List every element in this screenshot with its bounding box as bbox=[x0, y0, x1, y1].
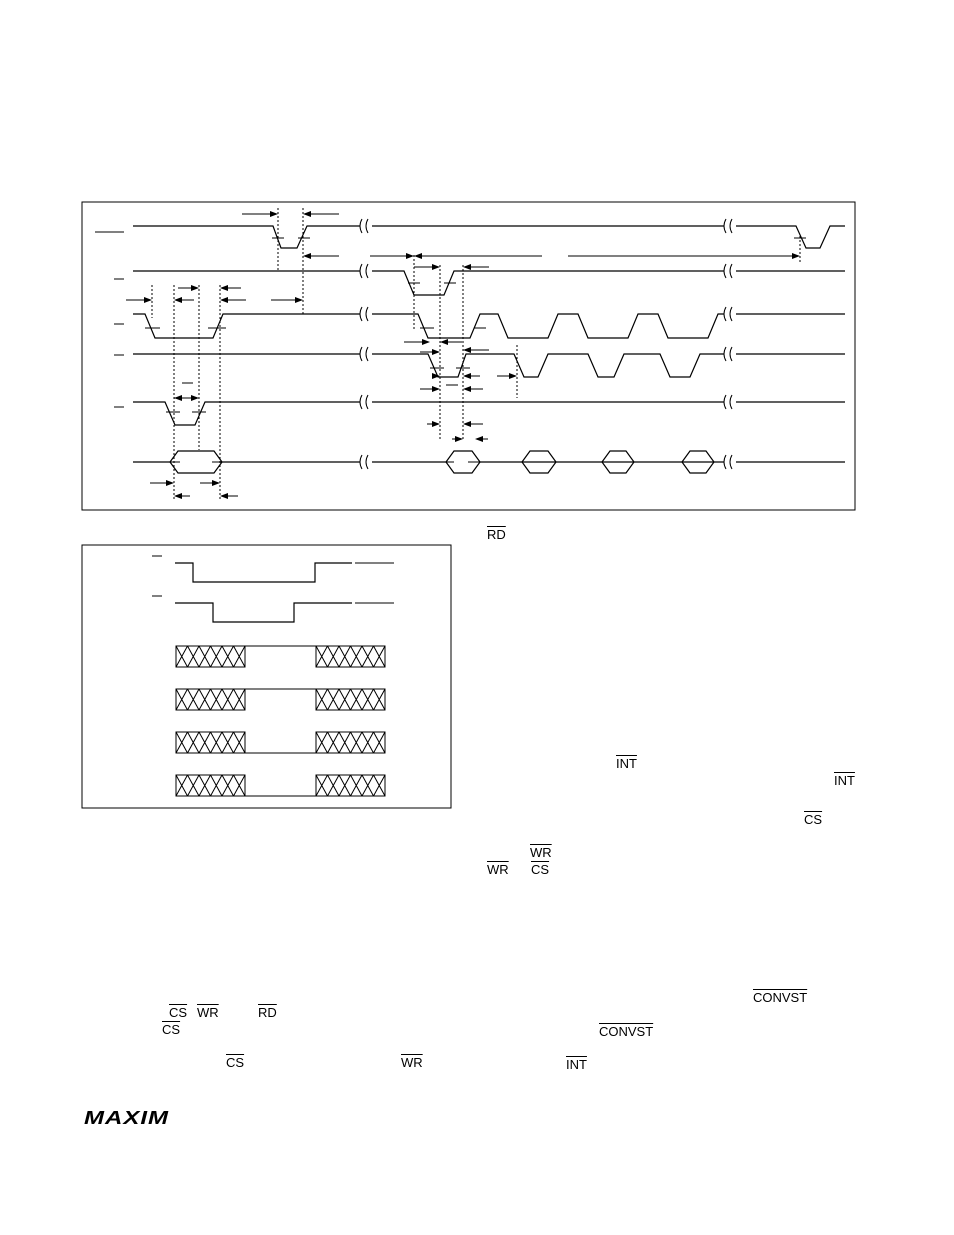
label-cs: $\overline{CS}$ bbox=[226, 1055, 245, 1070]
label-wr: $\overline{WR}$ bbox=[401, 1055, 423, 1070]
label-int: $\overline{INT}$ bbox=[566, 1057, 587, 1072]
label-int: $\overline{INT}$ bbox=[616, 756, 637, 771]
bus-signal-2 bbox=[175, 603, 352, 622]
label-rd: $\overline{RD}$ bbox=[487, 527, 506, 542]
signal-convst bbox=[133, 226, 360, 248]
label-wr: $\overline{WR}$ bbox=[197, 1005, 219, 1020]
bus-signal-1 bbox=[175, 563, 352, 582]
label-cs: $\overline{CS}$ bbox=[169, 1005, 188, 1020]
signal-cs bbox=[133, 314, 360, 338]
label-wr: $\overline{WR}$ bbox=[487, 862, 509, 877]
label-convst: CONVST bbox=[753, 990, 808, 1005]
main-timing-frame bbox=[82, 202, 855, 510]
signal-data bbox=[133, 451, 360, 462]
label-wr: $\overline{WR}$ bbox=[530, 845, 552, 860]
bus-data-rows bbox=[176, 646, 385, 796]
bus-timing-frame bbox=[82, 545, 451, 808]
label-cs: $\overline{CS}$ bbox=[162, 1022, 181, 1037]
maxim-logo: MAXIM bbox=[84, 1108, 169, 1129]
label-convst: CONVST bbox=[599, 1024, 654, 1039]
label-rd: $\overline{RD}$ bbox=[258, 1005, 277, 1020]
signal-wr bbox=[133, 402, 360, 425]
label-cs: $\overline{CS}$ bbox=[531, 862, 550, 877]
label-cs: $\overline{CS}$ bbox=[804, 812, 823, 827]
label-int: $\overline{INT}$ bbox=[834, 773, 855, 788]
